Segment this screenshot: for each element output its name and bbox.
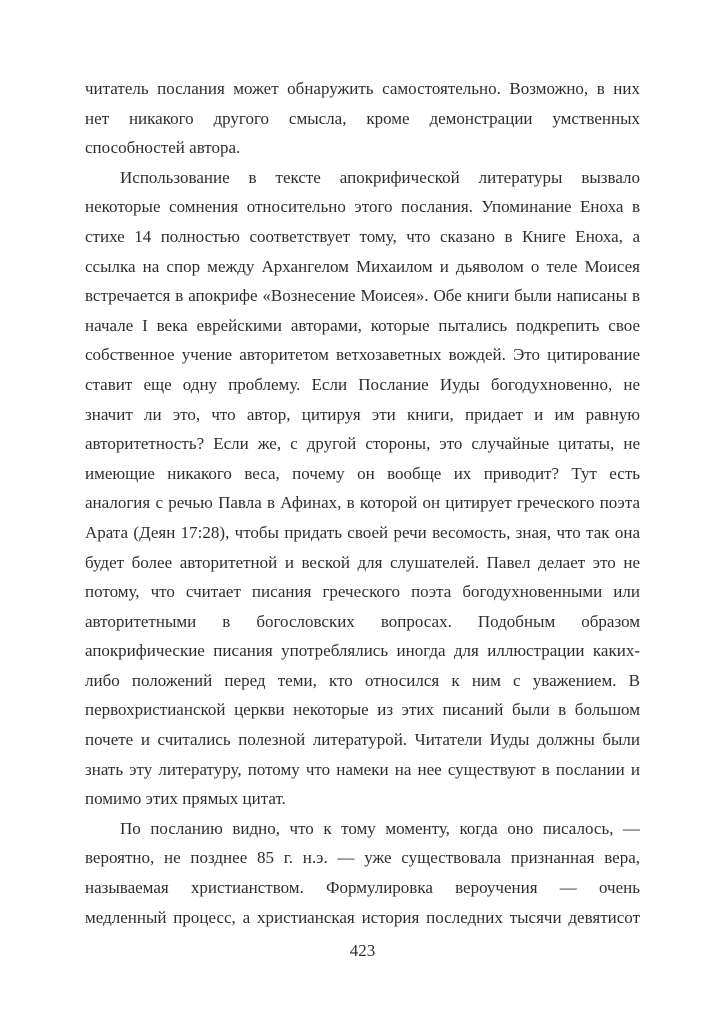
text-line: аналогия с речью Павла в Афинах, в которой он цитирует греческого поэта bbox=[85, 493, 640, 513]
text-line: апокрифические писания употреблялись иногда для иллюстрации каких- bbox=[85, 641, 640, 661]
text-line: встречается в апокрифе «Вознесение Моисея». Обе книги были написаны в bbox=[85, 286, 640, 306]
text-line: помимо этих прямых цитат. bbox=[85, 789, 286, 809]
text-line: читатель послания может обнаружить самостоятельно. Возможно, в них bbox=[85, 79, 640, 98]
text-line: авторитетность? Если же, с другой стороны, это случайные цитаты, не bbox=[85, 434, 640, 454]
text-line: стихе 14 полностью соответствует тому, что сказано в Книге Еноха, а bbox=[85, 226, 640, 246]
text-line: По посланию видно, что к тому моменту, когда оно писалось, — bbox=[120, 818, 640, 838]
text-line: авторитетными в богословских вопросах. Подобным образом bbox=[85, 611, 640, 631]
text-line: будет более авторитетной и веской для слушателей. Павел делает это не bbox=[85, 552, 640, 572]
text-line: ссылка на спор между Архангелом Михаилом и дьяволом о теле Моисея bbox=[85, 256, 640, 276]
text-line: почете и считались полезной литературой. Читатели Иуды должны были bbox=[85, 730, 640, 750]
text-line: начале I века еврейскими авторами, которые пытались подкрепить свое bbox=[85, 315, 640, 335]
text-line: имеющие никакого веса, почему он вообще их приводит? Тут есть bbox=[85, 463, 640, 483]
paragraph bbox=[85, 814, 640, 932]
text-line: потому, что считает писания греческого поэта богодухновенными или bbox=[85, 582, 640, 602]
text-line: способностей автора. bbox=[85, 138, 241, 158]
text-line: либо положений перед теми, кто относился к ним с уважением. В bbox=[85, 670, 640, 690]
page-footer bbox=[85, 936, 640, 966]
text-line: значит ли это, что автор, цитируя эти книги, придает и им равную bbox=[85, 404, 640, 424]
text-block bbox=[85, 74, 640, 932]
text-line: некоторые сомнения относительно этого послания. Упоминание Еноха в bbox=[85, 197, 640, 217]
text-line: Арата (Деян 17:28), чтобы придать своей речи весомость, зная, что так она bbox=[85, 522, 640, 542]
text-line: нет никакого другого смысла, кроме демонстрации умственных bbox=[85, 108, 640, 128]
text-line: собственное учение авторитетом ветхозаветных вождей. Это цитирование bbox=[85, 345, 640, 365]
text-line: первохристианской церкви некоторые из этих писаний были в большом bbox=[85, 700, 640, 720]
paragraph bbox=[85, 74, 640, 163]
text-line: знать эту литературу, потому что намеки на нее существуют в послании и bbox=[85, 759, 640, 779]
text-line: вероятно, не позднее 85 г. н.э. — уже существовала признанная вера, bbox=[85, 848, 640, 868]
text-line: называемая христианством. Формулировка вероучения — очень bbox=[85, 878, 640, 898]
page-number: 423 bbox=[349, 941, 376, 960]
paragraph bbox=[85, 163, 640, 814]
text-line: медленный процесс, а христианская история последних тысячи девятисот bbox=[85, 907, 640, 927]
text-line: ставит еще одну проблему. Если Послание Иуды богодухновенно, не bbox=[85, 374, 640, 394]
text-line: Использование в тексте апокрифической литературы вызвало bbox=[120, 167, 640, 187]
